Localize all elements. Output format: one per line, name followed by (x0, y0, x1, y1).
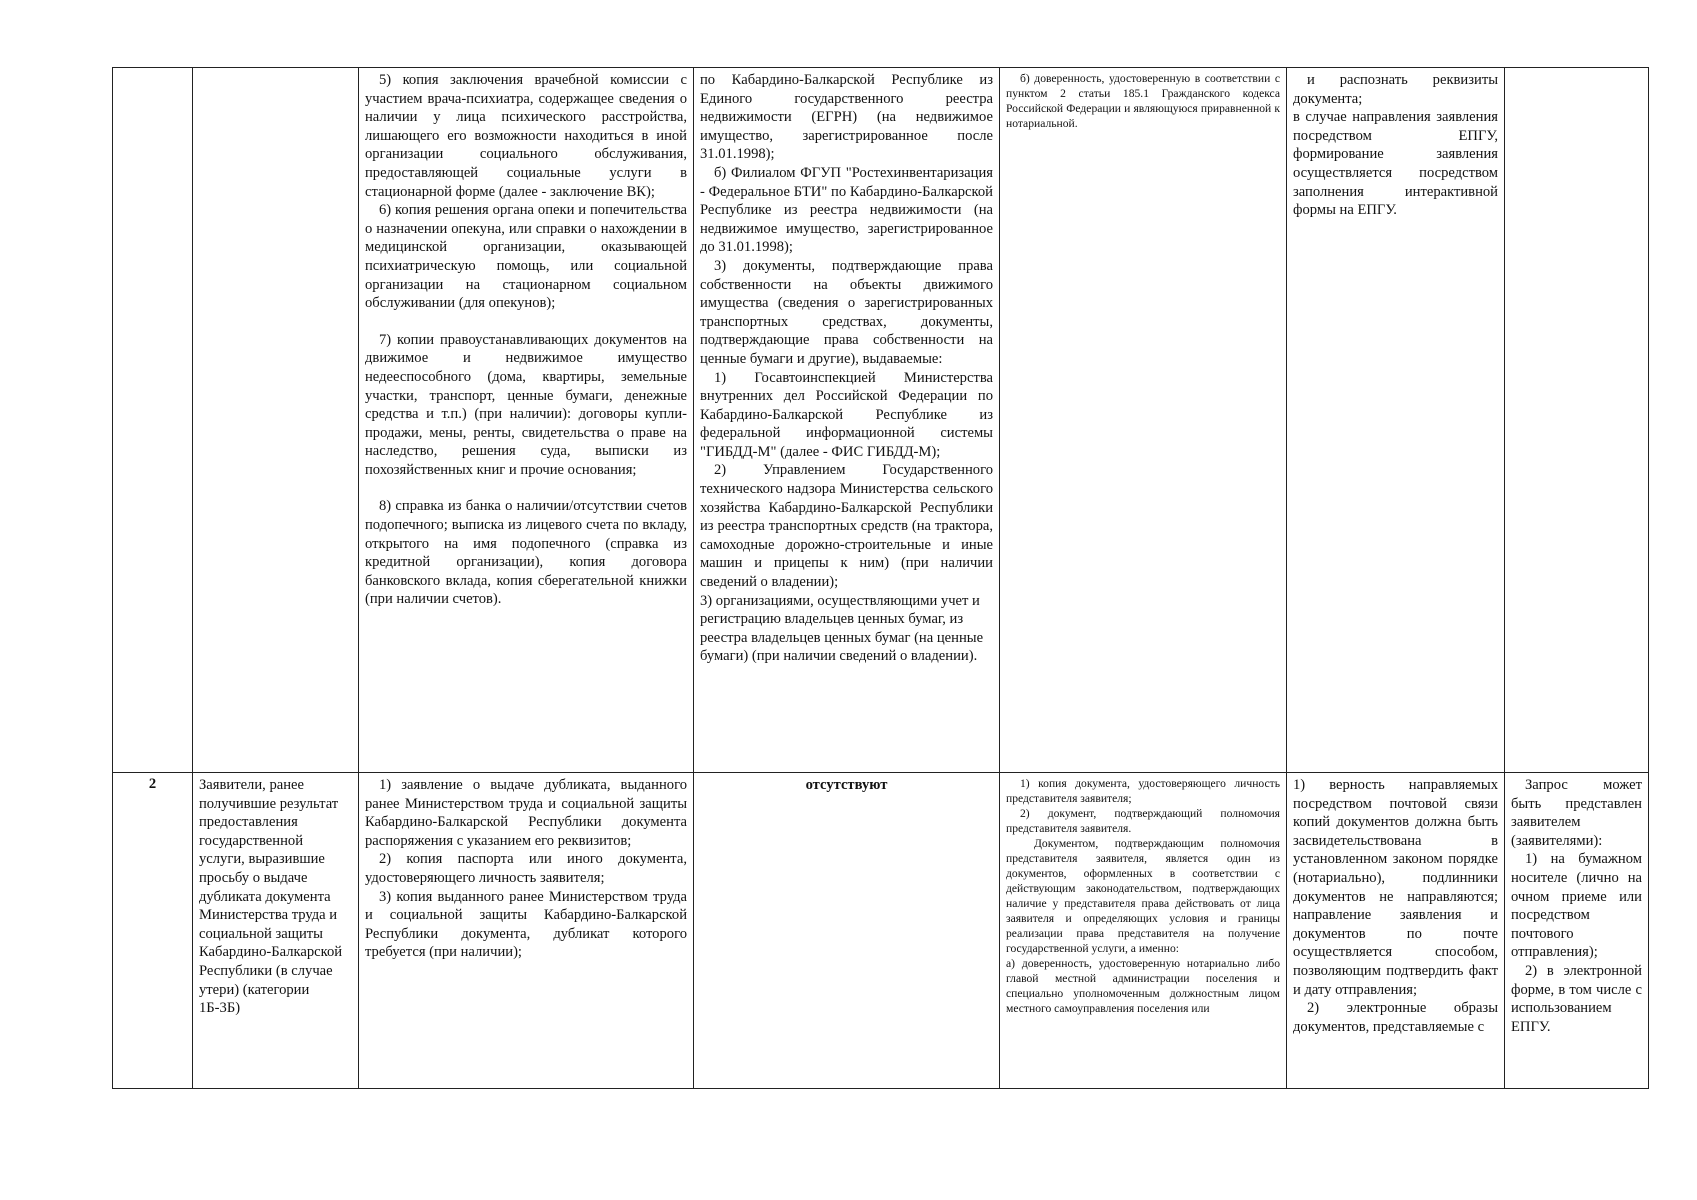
row2-col7-item: 2) в электронной форме, в том числе с использованием ЕПГУ. (1511, 962, 1642, 1035)
row2-representative-cell (1000, 773, 1287, 1089)
row2-number-cell (113, 773, 193, 1089)
row1-representative-cell (1000, 68, 1287, 773)
row1-col4-item: 3) документы, подтверждающие права собственности на объекты движимого имущества (сведения о зарегистрированных транспортных средствах, документы, подтверждающие права собственности на ценные бумаги и другие), выдаваемые: (700, 257, 993, 367)
applicant-category: Заявители, ранее получившие результат предоставления государственной услуги, выразившие просьбу о выдаче дубликата документа Министерства труда и социальной защиты Кабардино-Балкарской Республики (в случае утери) (категории 1Б-3Б) (199, 777, 343, 1017)
row2-col6-item: 1) верность направляемых посредством почтовой связи копий документов должна быть засвидетельствована в установленном законом порядке (нотариально), подлинники документов не направляются; направление заявления и документов по почте осуществляется способом, позволяющим подтвердить факт и дату отправления; (1293, 777, 1498, 998)
row2-col6-item: 2) электронные образы документов, представляемые с (1293, 1000, 1498, 1035)
table-row (113, 773, 1649, 1089)
row1-col5-item: б) доверенность, удостоверенную в соответствии с пунктом 2 статьи 185.1 Гражданского кодекса Российской Федерации и являющуюся приравненной к нотариальной. (1006, 72, 1280, 130)
row1-col3-item: 8) справка из банка о наличии/отсутствии счетов подопечного; выписка из лицевого счета по вкладу, открытого на имя подопечного (справка из кредитной организации), копия договора банковского вклада, копия сберегательной книжки (при наличии счетов). (365, 498, 687, 608)
row1-col4-item: 1) Госавтоинспекцией Министерства внутренних дел Российской Федерации по Кабардино-Балкарской Республике из федеральной информационной системы "ГИБДД-М" (далее - ФИС ГИБДД-М); (700, 369, 993, 460)
row2-applicant-cell (193, 773, 359, 1089)
row2-col3-item: 3) копия выданного ранее Министерством труда и социальной защиты Кабардино-Балкарской Республики документа, дубликат которого требуется (при наличии); (365, 888, 687, 961)
row1-col3-item: 5) копия заключения врачебной комиссии с участием врача-психиатра, содержащее сведения о наличии у лица психического расстройства, лишающего его возможности находиться в иной организации социального обслуживания, предоставляющей социальные услуги в стационарной форме (далее - заключение ВК); (365, 72, 687, 200)
row-number: 2 (148, 776, 157, 792)
row1-requirements-cell (1287, 68, 1505, 773)
row2-col3-item: 2) копия паспорта или иного документа, удостоверяющего личность заявителя; (365, 851, 687, 886)
row2-col5-item: 1) копия документа, удостоверяющего личность представителя заявителя; (1006, 777, 1280, 805)
row1-col4-item: б) Филиалом ФГУП "Ростехинвентаризация - Федеральное БТИ" по Кабардино-Балкарской Республике из реестра недвижимости (на недвижимое имущество, зарегистрированное до 31.01.1998); (700, 164, 993, 256)
row2-submission-cell (1505, 773, 1649, 1089)
row1-applicant-cell (193, 68, 359, 773)
row1-number-cell (113, 68, 193, 773)
row2-requirements-cell (1287, 773, 1505, 1089)
row2-col5-item: Документом, подтверждающим полномочия представителя заявителя, является один из документов, оформленных в соответствии с действующим законодательством, подтверждающих наличие у представителя права действовать от лица заявителя и определяющих условия и границы реализации права представителя на получение государственной услуги, а именно: (1006, 837, 1280, 955)
row1-col6-item: в случае направления заявления посредством ЕПГУ, формирование заявления осуществляется посредством заполнения интерактивной формы на ЕПГУ. (1293, 109, 1498, 219)
table-row (113, 68, 1649, 773)
document-table (112, 67, 1649, 1089)
row1-submission-cell (1505, 68, 1649, 773)
row2-col7-item: Запрос может быть представлен заявителем (заявителями): (1511, 777, 1642, 849)
row1-col3-item: 6) копия решения органа опеки и попечительства о назначении опекуна, или справки о нахождении в медицинской организации, оказывающей психиатрическую помощь, или социальной организации на стационарном социальном обслуживании (для опекунов); (365, 202, 687, 312)
row2-documents-cell (359, 773, 694, 1089)
row1-col4-item: по Кабардино-Балкарской Республике из Единого государственного реестра недвижимости (ЕГРН) (на недвижимое имущество, зарегистрированное после 31.01.1998); (700, 72, 993, 163)
row2-col5-item: 2) документ, подтверждающий полномочия представителя заявителя. (1006, 807, 1280, 835)
row1-col4-item: 2) Управлением Государственного технического надзора Министерства сельского хозяйства Кабардино-Балкарской Республики из реестра транспортных средств (на трактора, самоходные дорожно-строительные и иные машин и прицепы к ним) (при наличии сведений о владении); (700, 462, 993, 591)
row2-col5-item: а) доверенность, удостоверенную нотариально либо главой местной администрации поселения и специально уполномоченным должностным лицом местного самоуправления поселения или (1006, 957, 1280, 1015)
row2-col7-item: 1) на бумажном носителе (лично на очном приеме или посредством почтового отправления); (1511, 851, 1642, 961)
row1-col6-item: и распознать реквизиты документа; (1293, 72, 1498, 107)
row1-col3-item: 7) копии правоустанавливающих документов на движимое и недвижимое имущество недееспособного (дома, квартиры, земельные участки, транспорт, ценные бумаги, денежные средства и т.п.) (при наличии): договоры купли-продажи, мены, ренты, свидетельства о праве на наследство, решения суда, выписки из похозяйственных книг и прочие основания; (365, 331, 687, 478)
row2-interagency-cell (694, 773, 1000, 1089)
row1-documents-cell (359, 68, 694, 773)
row1-interagency-cell (694, 68, 1000, 773)
row2-col3-item: 1) заявление о выдаче дубликата, выданного ранее Министерством труда и социальной защиты Кабардино-Балкарской Республики документа распоряжения с указанием его реквизитов; (365, 777, 687, 849)
row1-col4-item: 3) организациями, осуществляющими учет и регистрацию владельцев ценных бумаг, из реестра владельцев ценных бумаг (на ценные бумаги) (при наличии сведений о владении). (700, 592, 984, 665)
interagency-absent: отсутствуют (805, 777, 888, 793)
